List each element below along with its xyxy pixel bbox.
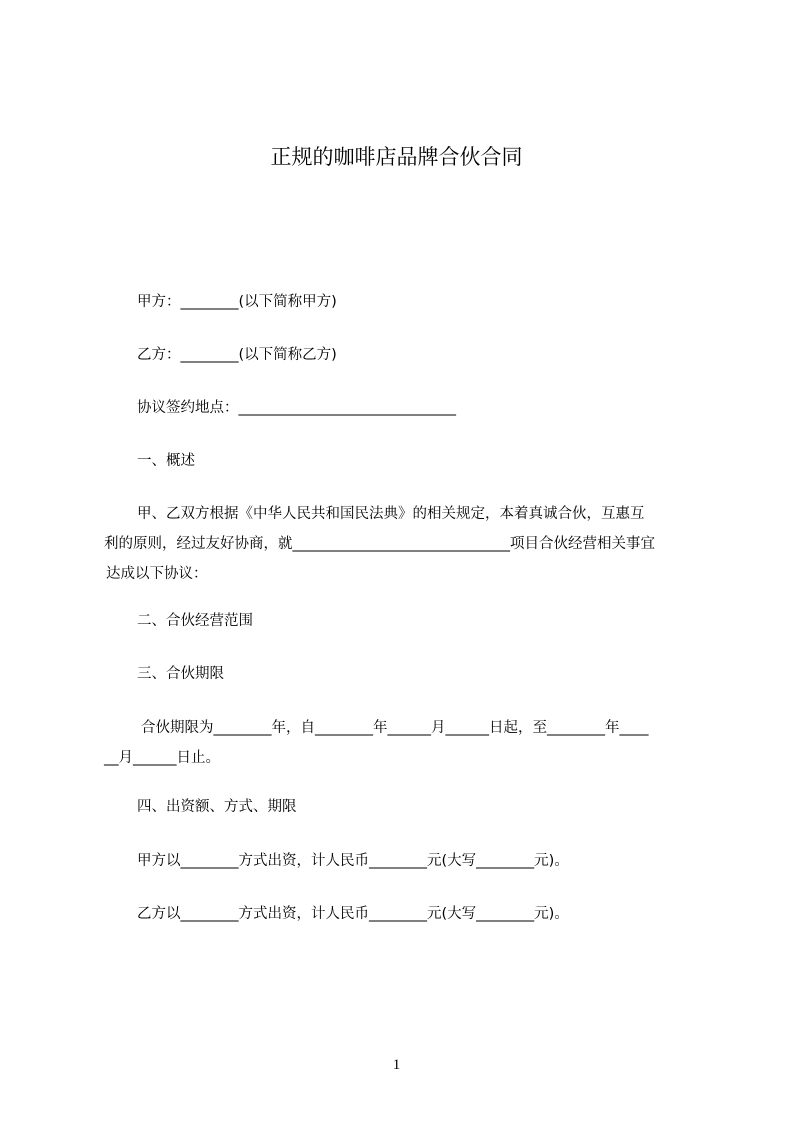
sign-location-line: 协议签约地点：______________________________ xyxy=(137,400,456,416)
page-number: 1 xyxy=(392,1057,401,1073)
section-1-heading: 一、概述 xyxy=(137,453,195,469)
section-1-body-line: 利的原则，经过友好协商，就______________________________项目合伙经营相关事宜 xyxy=(104,536,655,552)
section-3-body xyxy=(104,718,704,778)
document-title: 正规的咖啡店品牌合伙合同 xyxy=(270,145,523,169)
section-3-body-line: __月______日止。 xyxy=(104,750,220,766)
section-2-heading: 二、合伙经营范围 xyxy=(137,613,253,629)
section-1-body xyxy=(104,504,704,594)
party-a-contribution: 甲方以________方式出资，计人民币________元(大写________元)。 xyxy=(137,853,569,869)
section-1-body-line: 甲、乙双方根据《中华人民共和国民法典》的相关规定，本着真诚合伙，互惠互 xyxy=(137,506,645,522)
party-b-line: 乙方：________(以下简称乙方) xyxy=(137,347,337,363)
section-1-body-line: 达成以下协议： xyxy=(106,566,208,582)
party-a-line: 甲方：________(以下简称甲方) xyxy=(137,294,337,310)
section-3-body-line: 合伙期限为________年，自________年______月______日起，至________年____ xyxy=(141,720,649,736)
section-3-heading: 三、合伙期限 xyxy=(137,666,224,682)
section-4-heading: 四、出资额、方式、期限 xyxy=(137,799,297,815)
party-b-contribution: 乙方以________方式出资，计人民币________元(大写________元)。 xyxy=(137,906,569,922)
